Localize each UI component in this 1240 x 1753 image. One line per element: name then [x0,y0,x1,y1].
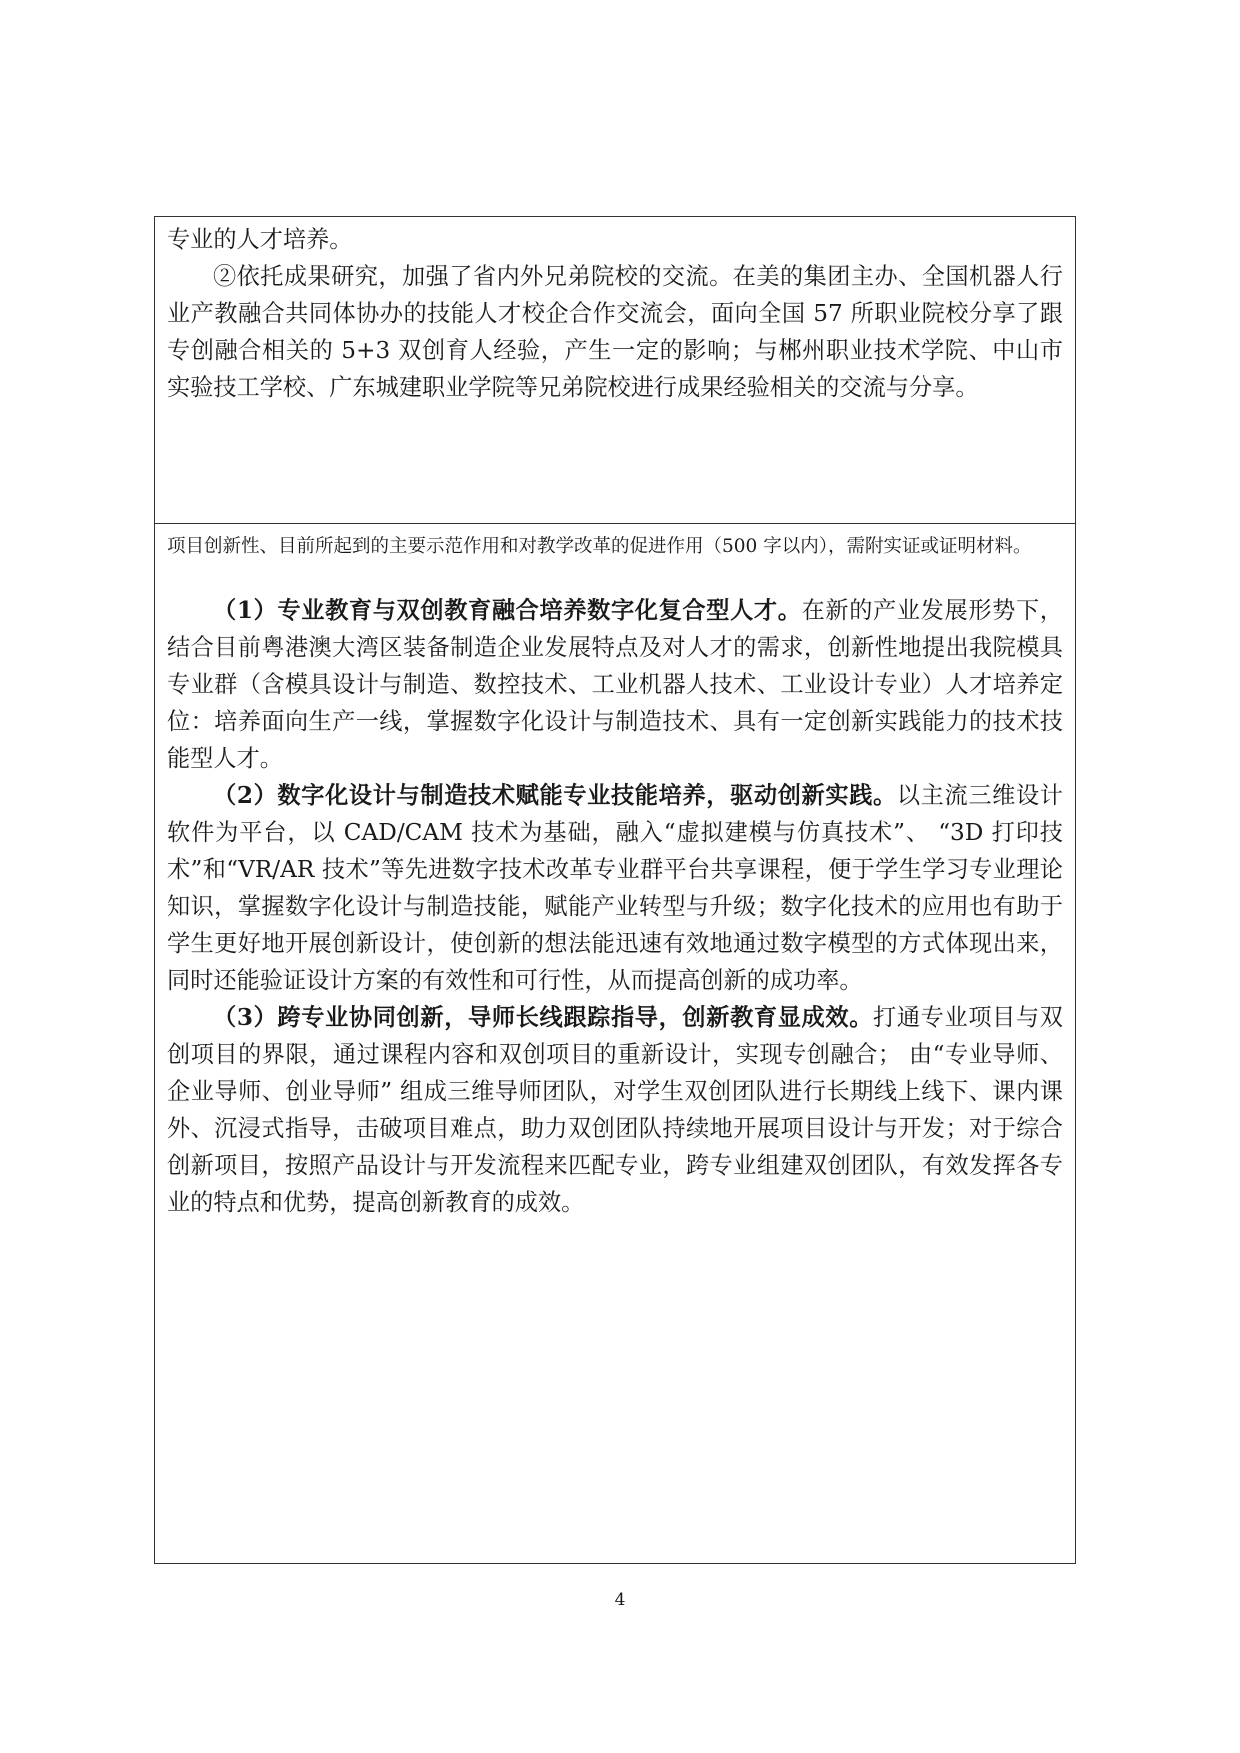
innovation-item-3 [167,999,1063,1221]
item-3-text: 打通专业项目与双创项目的界限，通过课程内容和双创项目的重新设计，实现专创融合； 由“专业导师、企业导师、创业导师” 组成三维导师团队，对学生双创团队进行长期线上线下、课内课外、沉浸式指导，击破项目难点，助力双创团队持续地开展项目设计与开发；对于综合创新项目，按照产品设计与开发流程来匹配专业，跨专业组建双创团队，有效发挥各专业的特点和优势，提高创新教育的成效。 [167,1004,1063,1216]
exchange-paragraph: ②依托成果研究，加强了省内外兄弟院校的交流。在美的集团主办、全国机器人行业产教融合共同体协办的技能人才校企合作交流会，面向全国 57 所职业院校分享了跟专创融合相关的 5+3 双创育人经验，产生一定的影响；与郴州职业技术学院、中山市实验技工学校、广东城建职业学院等兄弟院校进行成果经验相关的交流与分享。 [167,263,1063,401]
innovation-item-2 [167,777,1063,999]
item-2-heading: （2）数字化设计与制造技术赋能专业技能培养，驱动创新实践。 [213,782,897,809]
item-3-heading: （3）跨专业协同创新，导师长线跟踪指导，创新教育显成效。 [213,1004,874,1031]
continued-line: 专业的人才培养。 [167,226,353,253]
form-table [154,216,1076,1564]
item-1-text: 在新的产业发展形势下，结合目前粤港澳大湾区装备制造企业发展特点及对人才的需求，创新性地提出我院模具专业群（含模具设计与制造、数控技术、工业机器人技术、工业设计专业）人才培养定位：培养面向生产一线，掌握数字化设计与制造技术、具有一定创新实践能力的技术技能型人才。 [167,597,1063,772]
innovation-section-cell [155,524,1075,1563]
innovation-item-1 [167,592,1063,777]
item-1-heading: （1）专业教育与双创教育融合培养数字化复合型人才。 [213,597,802,624]
item-2-text: 以主流三维设计软件为平台，以 CAD/CAM 技术为基础，融入“虚拟建模与仿真技术”、 “3D 打印技术”和“VR/AR 技术”等先进数字技术改革专业群平台共享课程，便于学生学习专业理论知识，掌握数字化设计与制造技能，赋能产业转型与升级；数字化技术的应用也有助于学生更好地开展创新设计，使创新的想法能迅速有效地通过数字模型的方式体现出来，同时还能验证设计方案的有效性和可行性，从而提高创新的成功率。 [167,782,1063,994]
previous-section-text [155,217,1075,406]
previous-section-cell [155,217,1075,524]
section-prompt: 项目创新性、目前所起到的主要示范作用和对教学改革的促进作用（500 字以内），需附实证或证明材料。 [167,536,1032,557]
page-number: 4 [614,1590,626,1610]
innovation-section-text [155,564,1075,1221]
